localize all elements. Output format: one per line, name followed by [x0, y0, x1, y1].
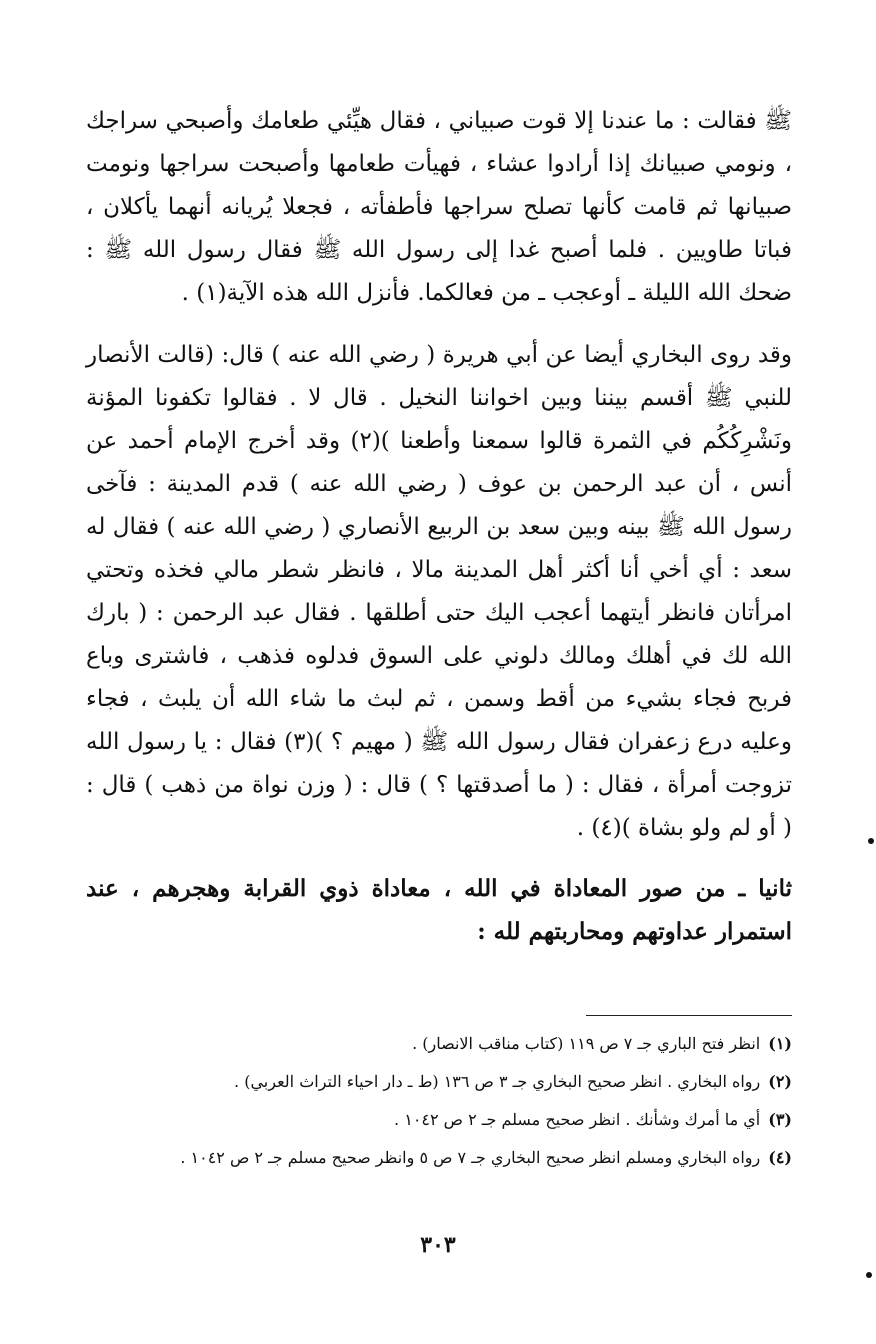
paragraph-ansari-hospitality: ﷺ فقالت : ما عندنا إلا قوت صبياني ، فقال هيِّئي طعامك وأصبحي سراجك ، ونومي صبيانك إذا أرادوا عشاء ، فهيأت طعامها وأصبحت سراجها ونومت صبيانها ثم قامت كأنها تصلح سراجها فأطفأته ، فجعلا يُريانه أنهما يأكلان ، فباتا طاويين . فلما أصبح غدا إلى رسول الله ﷺ فقال رسول الله ﷺ : ضحك الله الليلة ـ أوعجب ـ من فعالكما. فأنزل الله هذه الآية(١) .	[86, 108, 792, 306]
scan-speck	[866, 1272, 872, 1278]
main-text	[86, 100, 792, 953]
footnote-number: (٣)	[768, 1110, 792, 1129]
footnote-3	[86, 1104, 792, 1136]
paragraph-ansar-brotherhood: وقد روى البخاري أيضا عن أبي هريرة ( رضي الله عنه ) قال: (قالت الأنصار للنبي ﷺ أقسم بيننا وبين اخواننا النخيل . قال لا . فقالوا تكفونا المؤنة ونَشْرِكُكُم في الثمرة قالوا سمعنا وأطعنا )(٢) وقد أخرج الإمام أحمد عن أنس ، أن عبد الرحمن بن عوف ( رضي الله عنه ) قدم المدينة : فآخى رسول الله ﷺ بينه وبين سعد بن الربيع الأنصاري ( رضي الله عنه ) فقال له سعد : أي أخي أنا أكثر أهل المدينة مالا ، فانظر شطر مالي فخذه وتحتي امرأتان فانظر أيتهما أعجب اليك حتى أطلقها . فقال عبد الرحمن : ( بارك الله لك في أهلك ومالك دلوني على السوق فدلوه فذهب ، فاشترى وباع فربح فجاء بشيء من أقط وسمن ، ثم لبث ما شاء الله أن يلبث ، فجاء وعليه درع زعفران فقال رسول الله ﷺ ( مهيم ؟ )(٣) فقال : يا رسول الله تزوجت أمرأة ، فقال : ( ما أصدقتها ؟ ) قال : ( وزن نواة من ذهب ) قال : ( أو لم ولو بشاة )(٤) .	[86, 342, 792, 841]
footnote-number: (١)	[768, 1034, 792, 1053]
footnote-text: رواه البخاري . انظر صحيح البخاري جـ ٣ ص ١٣٦ (ط ـ دار احياء التراث العربي) .	[234, 1072, 761, 1091]
footnotes	[86, 1028, 792, 1180]
footnote-number: (٢)	[768, 1072, 792, 1091]
footnote-4	[86, 1142, 792, 1174]
footnote-2	[86, 1066, 792, 1098]
footnote-1	[86, 1028, 792, 1060]
footnote-text: انظر فتح الباري جـ ٧ ص ١١٩ (كتاب مناقب الانصار) .	[412, 1034, 761, 1053]
page-number: ٣٠٣	[420, 1232, 456, 1258]
footnote-text: أي ما أمرك وشأنك . انظر صحيح مسلم جـ ٢ ص ١٠٤٢ .	[394, 1110, 761, 1129]
section-heading-second: ثانيا ـ من صور المعاداة في الله ، معاداة ذوي القرابة وهجرهم ، عند استمرار عداوتهم ومحاربتهم لله :	[86, 875, 792, 945]
footnote-text: رواه البخاري ومسلم انظر صحيح البخاري جـ ٧ ص ٥ وانظر صحيح مسلم جـ ٢ ص ١٠٤٢ .	[180, 1148, 761, 1167]
footnote-number: (٤)	[768, 1148, 792, 1167]
scan-speck	[868, 838, 874, 844]
footnote-separator	[586, 1015, 792, 1016]
